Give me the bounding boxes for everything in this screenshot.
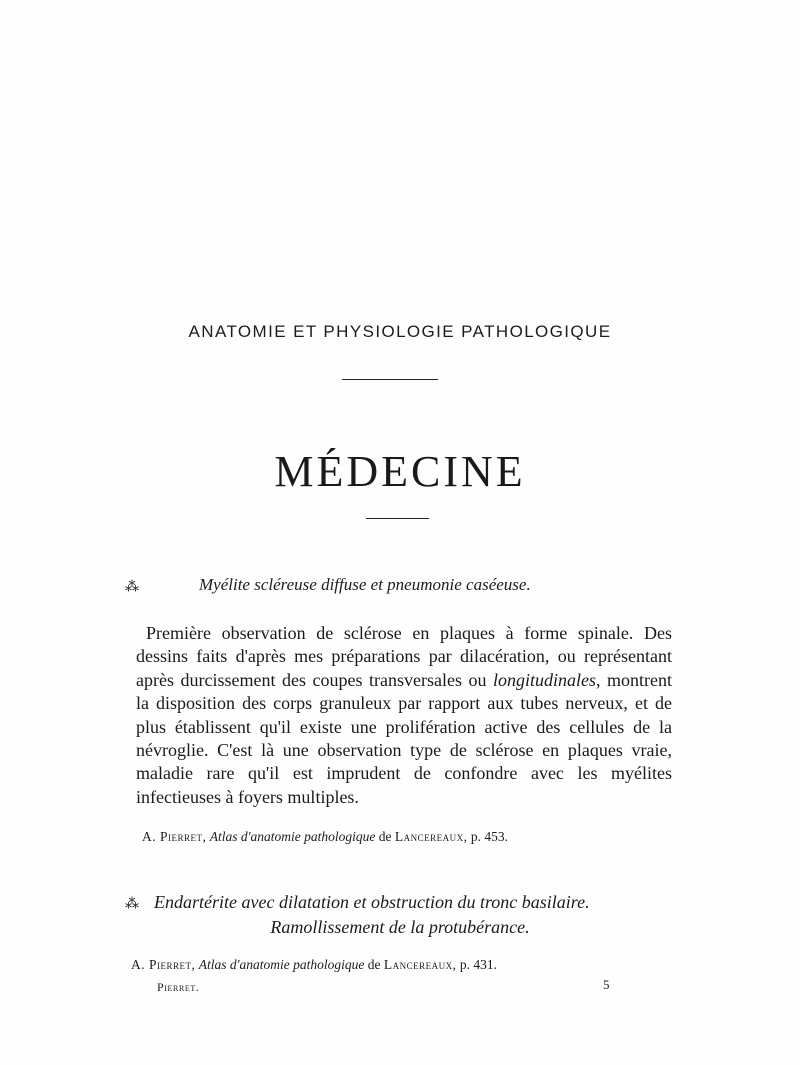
asterism-icon: ⁂ [125,580,139,595]
citation-editor: Lancereaux, [394,829,468,844]
heading-divider [342,379,438,380]
page-number: 5 [603,977,610,992]
citation [142,829,508,845]
citation-author: A. Pierret, [131,957,196,972]
main-title: MÉDECINE [274,447,526,496]
title-divider [366,518,429,519]
paragraph-text-continued: , montrent la disposition des corps granuleux par rapport aux tubes nerveux, et de plus établissent qu'il existe une prolifération active des cellules de la névroglie. C'est là une observation type de sclérose en plaques vraie, maladie rare qu'il est imprudent de confondre avec les myélites infectieuses à foyers multiples. [136,669,672,807]
entry-title-line-1: Endartérite avec dilatation et obstruction du tronc basilaire. [154,892,590,912]
paragraph-emphasis: longitudinales [492,669,596,690]
entry-title-line-2: Ramollissement de la protubérance. [270,917,530,937]
asterism-icon: ⁂ [125,897,139,912]
entry-paragraph [136,622,672,809]
citation-page: p. 431. [459,957,498,972]
citation-editor: Lancereaux, [383,957,457,972]
citation-work: Atlas d'anatomie pathologique [198,957,365,972]
citation [131,957,497,973]
section-heading: ANATOMIE ET PHYSIOLOGIE PATHOLOGIQUE [188,322,612,341]
citation-author: A. Pierret, [142,829,207,844]
entry-title: Myélite scléreuse diffuse et pneumonie caséeuse. [199,575,531,594]
citation-connector: de [367,957,381,972]
citation-work: Atlas d'anatomie pathologique [209,829,376,844]
citation-connector: de [378,829,392,844]
citation-page: p. 453. [470,829,509,844]
footer-signature: Pierret. [157,980,200,994]
paragraph-text: Première observation de sclérose en plaques à forme spinale. Des dessins faits d'après mes préparations par dilacération, ou représentant après durcissement des coupes transversales ou [136,623,672,690]
